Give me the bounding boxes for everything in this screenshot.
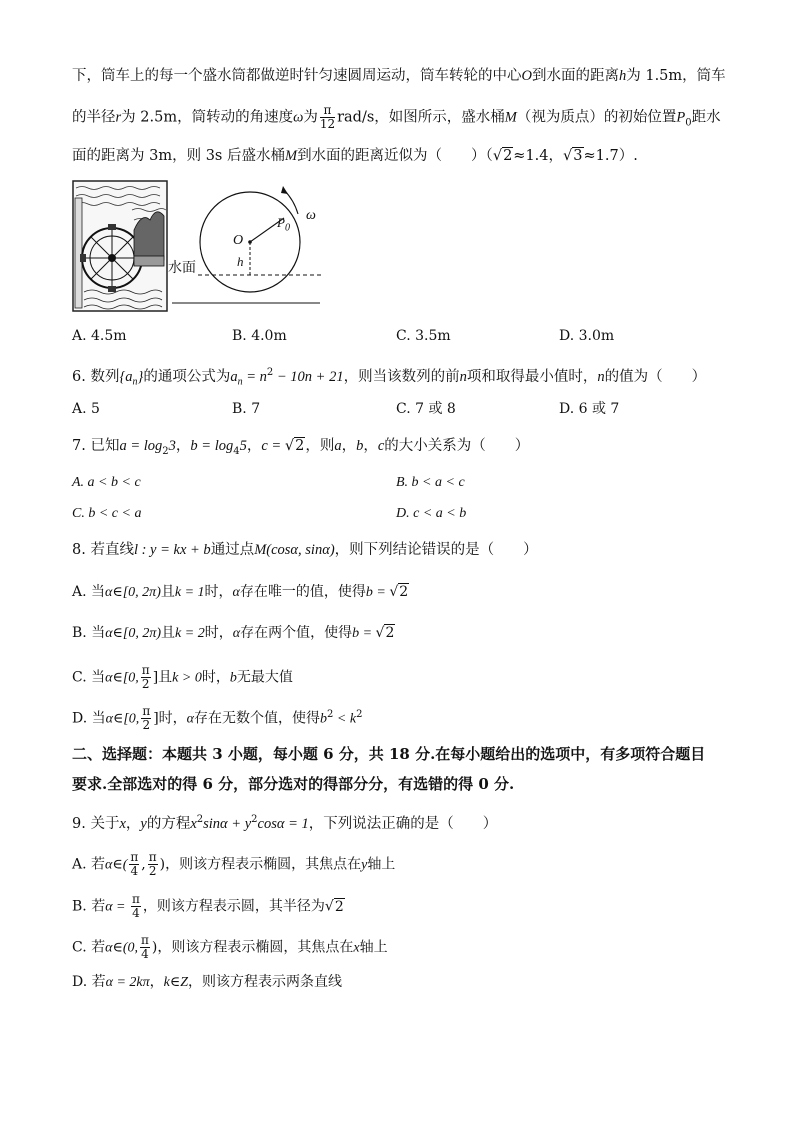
q7-option-d: D. c < a < b: [396, 506, 467, 521]
fraction-pi-over-12: $\frac{\pi}{12}$: [319, 103, 336, 131]
waterwheel-woodcut-image: [72, 180, 168, 312]
q8-option-d: D. 当α∈[0, $\frac{\pi}{2}$ ]时，α存在无数个值，使得$b^2 < k^2$: [72, 704, 363, 733]
q9-stem: 9. 关于x，y的方程$x^2\sin\alpha + y^2\cos\alpha = 1$，下列说法正确的是（ ）: [72, 814, 498, 832]
q6-option-a: A. 5: [72, 401, 100, 417]
q6-stem: 6. 数列$\{a_n\}$的通项公式为$a_n = n^2 - 10n + 21$，则当该数列的前n项和取得最小值时，n的值为（ ）: [72, 367, 707, 388]
q6-option-d: D. 6 或 7: [559, 401, 620, 417]
q7-stem: 7. 已知$a = \log_23$，$b = \log_45$，c = √2，则a，b，c的大小关系为（ ）: [72, 438, 530, 457]
label-P0: $P_0$: [277, 215, 290, 234]
q8-option-b: B. 当α∈[0, 2π)且k = 2时，α存在两个值，使得b = √2: [72, 625, 395, 641]
q7-option-a: A. a < b < c: [72, 475, 141, 490]
q5-line2: 的半径r为 2.5m，筒转动的角速度ω为 $\frac{\pi}{12}$ rad/s，如图所示，盛水桶M（视为质点）的初始位置$P_0$距水: [72, 103, 721, 131]
q5-line1: 下，筒车上的每一个盛水筒都做逆时针匀速圆周运动，筒车转轮的中心O到水面的距离h为 1.5m，筒车: [72, 68, 726, 84]
label-water-surface: 水面: [168, 260, 196, 276]
q5-option-a: A. 4.5m: [72, 328, 127, 344]
q7-option-b: B. b < a < c: [396, 475, 465, 490]
q6-option-c: C. 7 或 8: [396, 401, 456, 417]
section2-heading-line2: 要求.全部选对的得 6 分，部分选对的得部分分，有选错的得 0 分.: [72, 775, 515, 793]
q8-option-c: C. 当α∈[0, $\frac{\pi}{2}$ ]且k > 0时，b无最大值: [72, 663, 293, 691]
q9-option-a: A. 若α∈( $\frac{\pi}{4}$ , $\frac{\pi}{2}$ )，则该方程表示椭圆，其焦点在y轴上: [72, 850, 396, 878]
q5-line3: 面的距离为 3m，则 3s 后盛水桶M到水面的距离近似为（ ）（√2≈1.4，√3≈1.7）.: [72, 148, 638, 164]
q9-option-b: B. 若α = $\frac{\pi}{4}$ ，则该方程表示圆，其半径为√2: [72, 892, 344, 920]
rotation-arrow-icon: [281, 186, 288, 194]
q6-option-b: B. 7: [232, 401, 261, 417]
circle-diagram: [166, 178, 326, 314]
q5-option-b: B. 4.0m: [232, 328, 287, 344]
q9-option-c: C. 若α∈(0, $\frac{\pi}{4}$ )，则该方程表示椭圆，其焦点在x轴上: [72, 933, 388, 961]
q8-option-a: A. 当α∈[0, 2π)且k = 1时，α存在唯一的值，使得b = √2: [72, 584, 409, 600]
label-h: h: [237, 254, 244, 269]
section2-heading-line1: 二、选择题：本题共 3 小题，每小题 6 分，共 18 分.在每小题给出的选项中，有多项符合题目: [72, 745, 706, 763]
label-omega: ω: [306, 208, 316, 223]
center-point: [248, 240, 252, 244]
q5-option-c: C. 3.5m: [396, 328, 451, 344]
q7-option-c: C. b < c < a: [72, 506, 142, 521]
label-O: O: [233, 233, 244, 248]
q8-stem: 8. 若直线l : y = kx + b通过点M(cosα, sinα)，则下列结论错误的是（ ）: [72, 542, 538, 558]
q9-option-d: D. 若α = 2kπ，k∈Z，则该方程表示两条直线: [72, 974, 343, 990]
q5-option-d: D. 3.0m: [559, 328, 615, 344]
